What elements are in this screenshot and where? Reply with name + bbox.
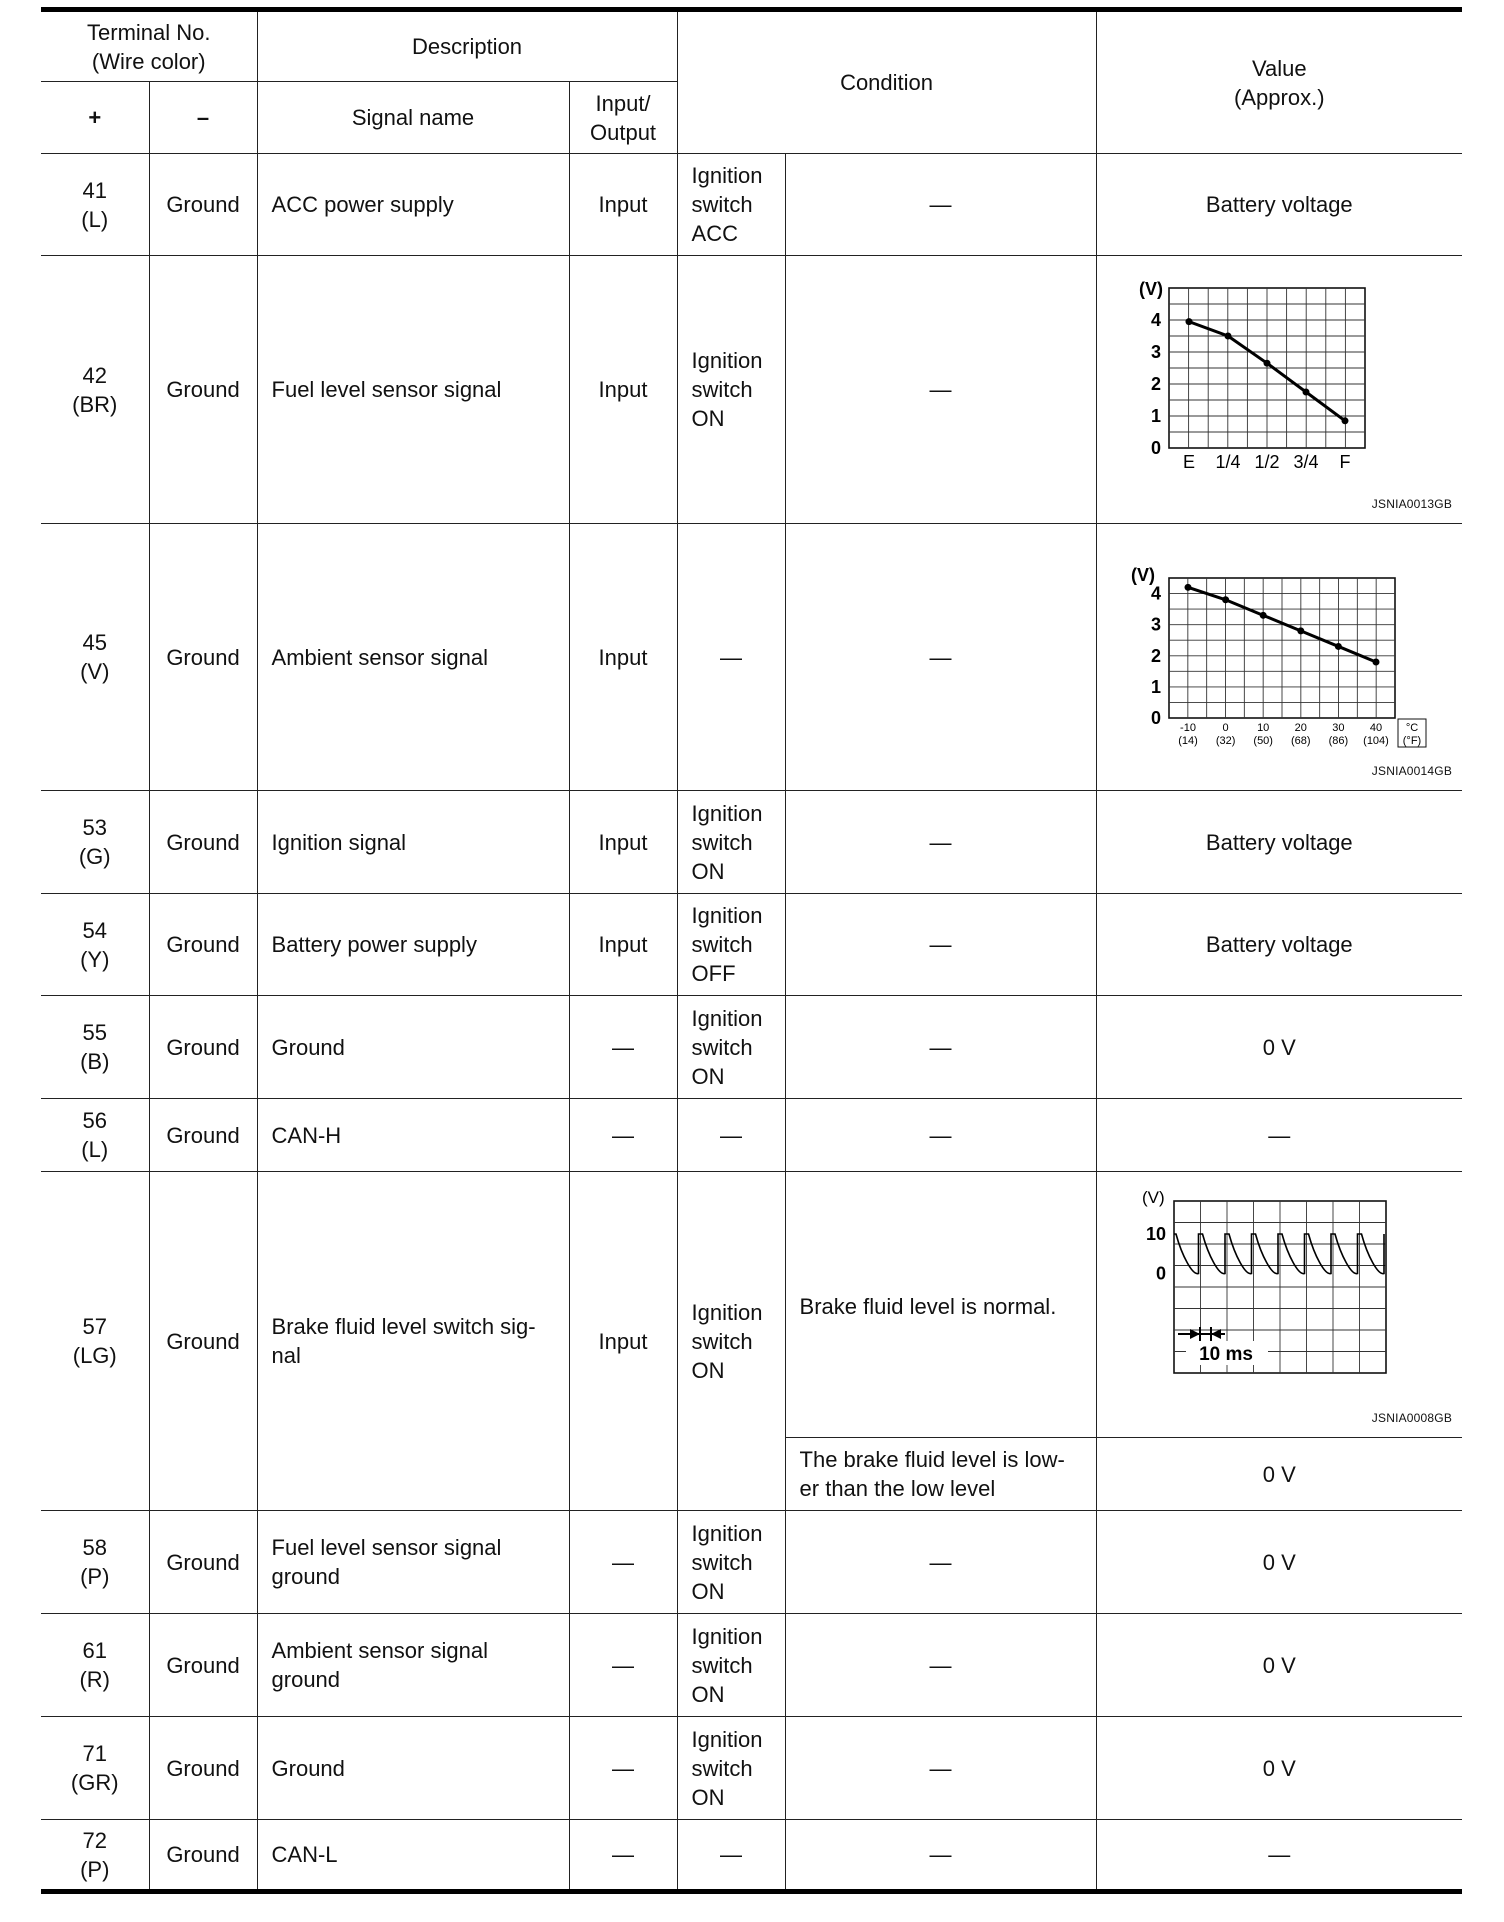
- terminal-cell: 58 (P): [41, 1511, 149, 1614]
- table-row: [41, 1717, 1462, 1820]
- x-tick-label: 40: [1369, 721, 1382, 734]
- data-point: [1224, 332, 1231, 339]
- x-tick-label: 30: [1331, 721, 1345, 734]
- data-point: [1222, 596, 1229, 603]
- signal-name-cell: Ground: [257, 1717, 569, 1820]
- value-chart-cell: [1096, 524, 1462, 791]
- ground-cell: Ground: [149, 791, 257, 894]
- condition-detail-cell: —: [785, 1614, 1096, 1717]
- figure-code: JSNIA0014GB: [1371, 763, 1453, 778]
- signal-name-cell: Ground: [257, 996, 569, 1099]
- x-tick-label: E: [1182, 451, 1195, 472]
- header-plus: +: [41, 82, 149, 154]
- condition-cell: Ignition switch ON: [677, 1172, 785, 1511]
- signal-name-cell: Ambient sensor signal ground: [257, 1614, 569, 1717]
- ground-cell: Ground: [149, 1820, 257, 1892]
- y-axis-label: (V): [1138, 278, 1163, 299]
- signal-name-cell: ACC power supply: [257, 154, 569, 256]
- ground-cell: Ground: [149, 1099, 257, 1172]
- condition-detail-cell: —: [785, 1820, 1096, 1892]
- brake-fluid-waveform: [1097, 1173, 1463, 1437]
- terminal-cell: 71 (GR): [41, 1717, 149, 1820]
- x-tick-label-f: (14): [1177, 734, 1198, 747]
- ground-cell: Ground: [149, 1717, 257, 1820]
- condition-cell: —: [677, 524, 785, 791]
- table-row: [41, 524, 1462, 791]
- data-point: [1263, 359, 1270, 366]
- io-cell: Input: [569, 894, 677, 996]
- ground-cell: Ground: [149, 1172, 257, 1511]
- condition-detail-cell: —: [785, 256, 1096, 524]
- io-cell: Input: [569, 1172, 677, 1511]
- time-scale-label: 10 ms: [1198, 1343, 1253, 1365]
- condition-detail-cell: The brake fluid level is low- er than the low level: [785, 1438, 1096, 1511]
- x-tick-label: 1/4: [1215, 451, 1241, 472]
- waveform-line: [1174, 1234, 1384, 1274]
- io-cell: —: [569, 1614, 677, 1717]
- x-tick-label-f: (104): [1362, 734, 1389, 747]
- x-tick-label: 1/2: [1254, 451, 1280, 472]
- condition-cell: Ignition switch ACC: [677, 154, 785, 256]
- x-tick-label-f: (32): [1215, 734, 1235, 747]
- y-tick-label: 2: [1150, 645, 1161, 666]
- table-row: [41, 1820, 1462, 1892]
- io-cell: —: [569, 996, 677, 1099]
- header-signal-name: Signal name: [257, 82, 569, 154]
- condition-cell: Ignition switch ON: [677, 256, 785, 524]
- data-point: [1302, 388, 1309, 395]
- y-tick-label: 0: [1150, 437, 1161, 458]
- x-tick-label-f: (68): [1290, 734, 1311, 747]
- table-row: [41, 256, 1462, 524]
- value-cell: 0 V: [1096, 1438, 1462, 1511]
- y-tick-label: 0: [1155, 1263, 1166, 1283]
- header-condition: Condition: [677, 10, 1096, 154]
- x-tick-label: 0: [1222, 721, 1229, 734]
- condition-detail-cell: —: [785, 1717, 1096, 1820]
- y-tick-label: 10: [1145, 1223, 1166, 1244]
- condition-detail-cell: —: [785, 791, 1096, 894]
- x-tick-label-f: (50): [1252, 734, 1273, 747]
- condition-cell: —: [677, 1820, 785, 1892]
- y-tick-label: 3: [1150, 614, 1161, 635]
- value-cell: Battery voltage: [1096, 791, 1462, 894]
- terminal-cell: 54 (Y): [41, 894, 149, 996]
- condition-detail-cell: —: [785, 1099, 1096, 1172]
- y-tick-label: 1: [1150, 676, 1161, 697]
- x-tick-label: 10: [1256, 721, 1269, 734]
- time-arrow: [1211, 1329, 1221, 1339]
- y-tick-label: 2: [1150, 373, 1161, 394]
- table-row: [41, 996, 1462, 1099]
- value-cell: 0 V: [1096, 1614, 1462, 1717]
- x-tick-label: -10: [1179, 721, 1196, 734]
- signal-name-cell: Ignition signal: [257, 791, 569, 894]
- ground-cell: Ground: [149, 996, 257, 1099]
- table-row: [41, 1511, 1462, 1614]
- io-cell: Input: [569, 524, 677, 791]
- ground-cell: Ground: [149, 1614, 257, 1717]
- condition-cell: Ignition switch ON: [677, 1511, 785, 1614]
- condition-cell: Ignition switch ON: [677, 791, 785, 894]
- header-terminal: Terminal No. (Wire color): [41, 10, 257, 82]
- data-point: [1184, 583, 1191, 590]
- io-cell: Input: [569, 256, 677, 524]
- y-tick-label: 0: [1150, 707, 1161, 728]
- signal-name-cell: CAN-H: [257, 1099, 569, 1172]
- signal-name-cell: Battery power supply: [257, 894, 569, 996]
- terminal-cell: 42 (BR): [41, 256, 149, 524]
- ground-cell: Ground: [149, 894, 257, 996]
- y-axis-label: (V): [1141, 1187, 1165, 1207]
- value-cell: 0 V: [1096, 1511, 1462, 1614]
- y-tick-label: 1: [1150, 405, 1161, 426]
- terminal-cell: 45 (V): [41, 524, 149, 791]
- data-point: [1297, 627, 1304, 634]
- data-point: [1259, 611, 1266, 618]
- value-cell: —: [1096, 1099, 1462, 1172]
- x-tick-label: 20: [1294, 721, 1307, 734]
- data-point: [1341, 417, 1348, 424]
- table-row: [41, 1172, 1462, 1438]
- io-cell: Input: [569, 791, 677, 894]
- table-row: [41, 894, 1462, 996]
- condition-detail-cell: —: [785, 894, 1096, 996]
- x-unit-label: °C: [1405, 721, 1418, 734]
- ground-cell: Ground: [149, 524, 257, 791]
- x-unit-label-f: (°F): [1402, 734, 1421, 747]
- signal-name-cell: Brake fluid level switch sig- nal: [257, 1172, 569, 1511]
- value-cell: Battery voltage: [1096, 894, 1462, 996]
- terminal-cell: 55 (B): [41, 996, 149, 1099]
- ambient-sensor-chart: [1097, 525, 1463, 790]
- x-tick-label: F: [1339, 451, 1351, 472]
- header-io: Input/ Output: [569, 82, 677, 154]
- condition-cell: Ignition switch ON: [677, 1717, 785, 1820]
- ground-cell: Ground: [149, 154, 257, 256]
- io-cell: —: [569, 1099, 677, 1172]
- figure-code: JSNIA0013GB: [1371, 496, 1453, 511]
- condition-detail-cell: —: [785, 1511, 1096, 1614]
- y-axis-label: (V): [1130, 564, 1155, 585]
- terminal-cell: 41 (L): [41, 154, 149, 256]
- x-tick-label-f: (86): [1328, 734, 1348, 747]
- table-row: [41, 1614, 1462, 1717]
- header-minus: –: [149, 82, 257, 154]
- y-tick-label: 4: [1150, 309, 1161, 330]
- fuel-level-chart: [1097, 257, 1463, 523]
- data-point: [1372, 658, 1379, 665]
- figure-code: JSNIA0008GB: [1371, 1410, 1453, 1425]
- ground-cell: Ground: [149, 1511, 257, 1614]
- value-cell: 0 V: [1096, 996, 1462, 1099]
- value-chart-cell: [1096, 1172, 1462, 1438]
- terminal-cell: 61 (R): [41, 1614, 149, 1717]
- condition-detail-cell: Brake fluid level is normal.: [785, 1172, 1096, 1438]
- value-cell: 0 V: [1096, 1717, 1462, 1820]
- signal-name-cell: Fuel level sensor signal ground: [257, 1511, 569, 1614]
- table-row: [41, 1099, 1462, 1172]
- terminal-cell: 53 (G): [41, 791, 149, 894]
- header-description: Description: [257, 10, 677, 82]
- x-tick-label: 3/4: [1293, 451, 1319, 472]
- terminal-cell: 57 (LG): [41, 1172, 149, 1511]
- value-cell: Battery voltage: [1096, 154, 1462, 256]
- condition-cell: —: [677, 1099, 785, 1172]
- table-row: [41, 154, 1462, 256]
- value-chart-cell: [1096, 256, 1462, 524]
- condition-detail-cell: —: [785, 524, 1096, 791]
- condition-cell: Ignition switch ON: [677, 996, 785, 1099]
- y-tick-label: 4: [1150, 583, 1161, 604]
- condition-cell: Ignition switch OFF: [677, 894, 785, 996]
- data-point: [1334, 642, 1341, 649]
- data-point: [1185, 318, 1192, 325]
- signal-name-cell: Fuel level sensor signal: [257, 256, 569, 524]
- io-cell: —: [569, 1717, 677, 1820]
- terminal-cell: 56 (L): [41, 1099, 149, 1172]
- io-cell: —: [569, 1820, 677, 1892]
- value-cell: —: [1096, 1820, 1462, 1892]
- condition-detail-cell: —: [785, 996, 1096, 1099]
- terminal-cell: 72 (P): [41, 1820, 149, 1892]
- y-tick-label: 3: [1150, 341, 1161, 362]
- signal-name-cell: Ambient sensor signal: [257, 524, 569, 791]
- io-cell: —: [569, 1511, 677, 1614]
- io-cell: Input: [569, 154, 677, 256]
- signal-name-cell: CAN-L: [257, 1820, 569, 1892]
- condition-detail-cell: —: [785, 154, 1096, 256]
- ground-cell: Ground: [149, 256, 257, 524]
- time-arrow: [1190, 1329, 1200, 1339]
- terminal-spec-table: [41, 7, 1462, 1894]
- header-value: Value (Approx.): [1096, 10, 1462, 154]
- table-row: [41, 791, 1462, 894]
- condition-cell: Ignition switch ON: [677, 1614, 785, 1717]
